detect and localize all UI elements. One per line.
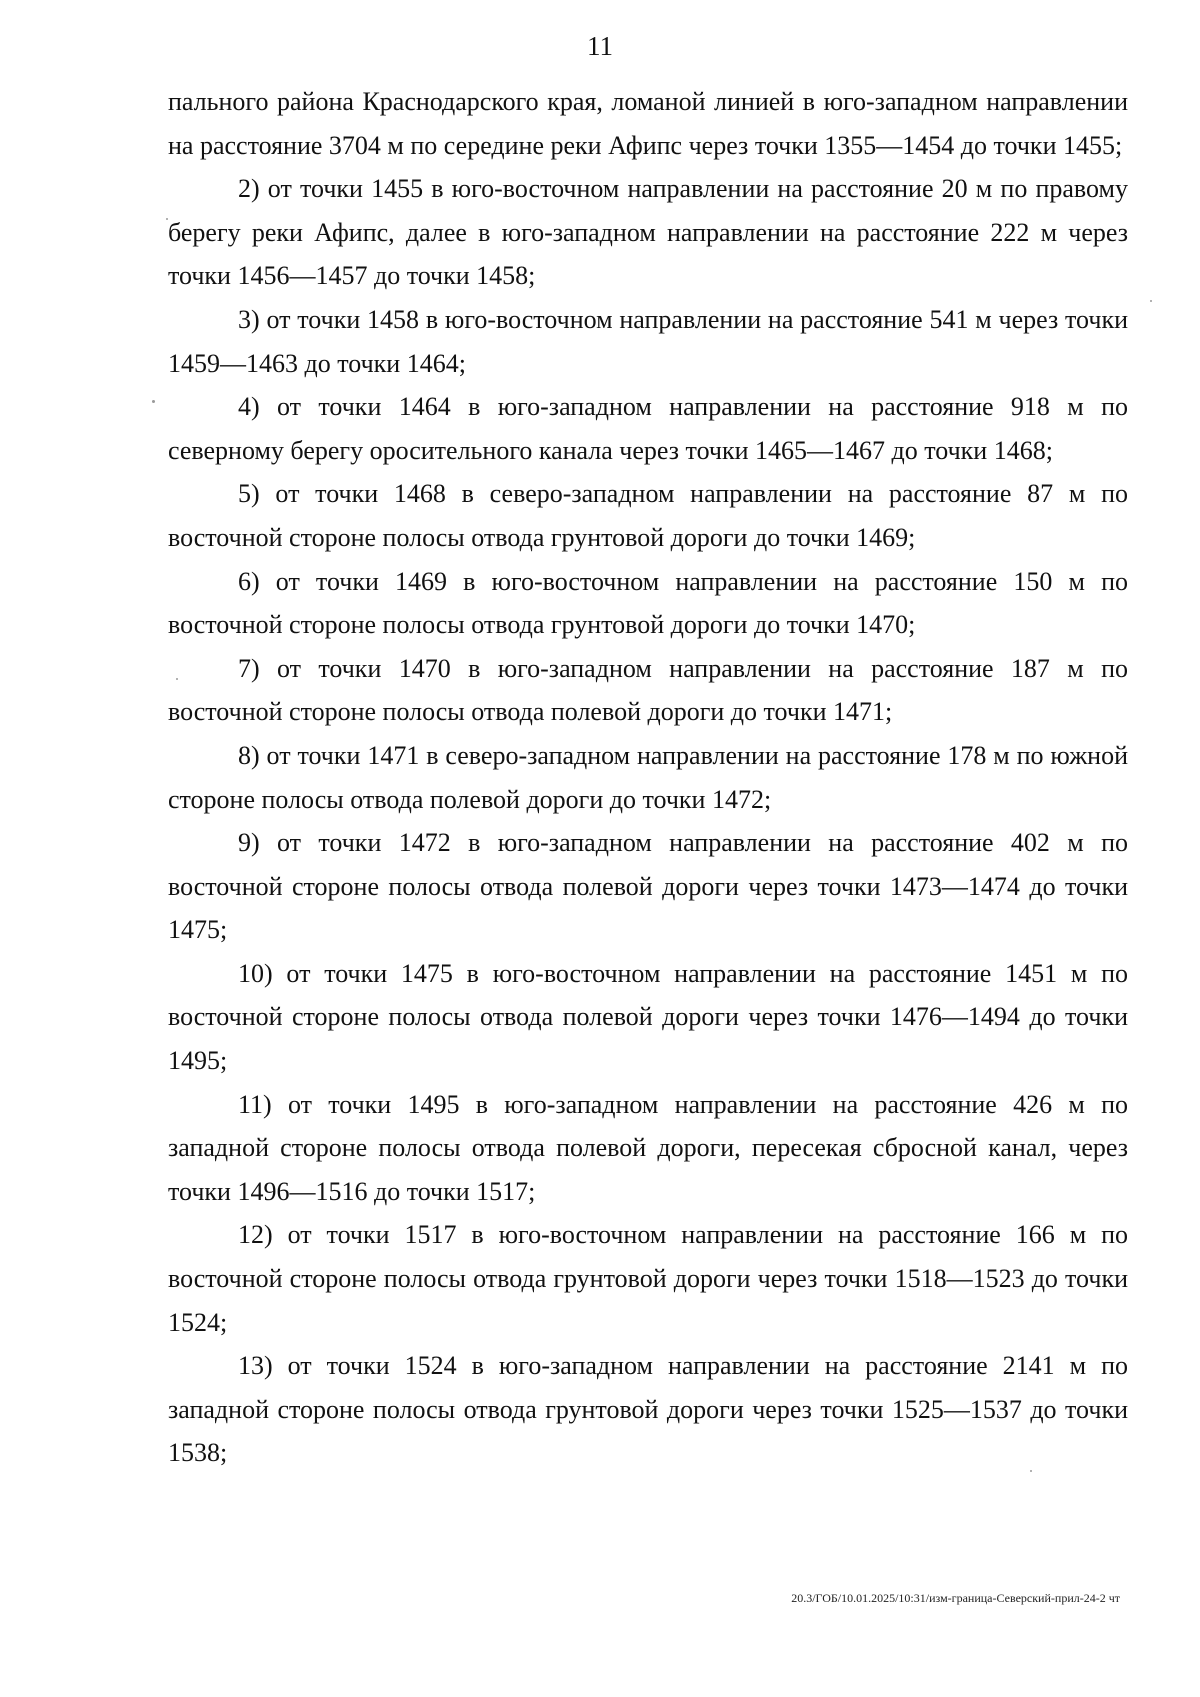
list-item: 8) от точки 1471 в северо-западном направлении на расстояние 178 м по южной стороне полосы отвода полевой дороги до точки 1472;	[168, 740, 1128, 814]
list-item: 7) от точки 1470 в юго-западном направлении на расстояние 187 м по восточной стороне полосы отвода полевой дороги до точки 1471;	[168, 653, 1128, 727]
list-item: 12) от точки 1517 в юго-восточном направлении на расстояние 166 м по восточной стороне полосы отвода грунтовой дороги через точки 1518—1523 до точки 1524;	[168, 1220, 1128, 1337]
list-item: 2) от точки 1455 в юго-восточном направлении на расстояние 20 м по правому берегу реки Афипс, далее в юго-западном направлении на расстояние 222 м через точки 1456—1457 до точки 1458;	[168, 174, 1128, 291]
scan-speck	[1150, 300, 1152, 302]
scan-speck	[166, 218, 168, 220]
list-item: 11) от точки 1495 в юго-западном направлении на расстояние 426 м по западной стороне полосы отвода полевой дороги, пересекая сбросной канал, через точки 1496—1516 до точки 1517;	[168, 1089, 1128, 1206]
page-number: 11	[587, 31, 613, 61]
scan-speck	[1030, 1470, 1032, 1472]
list-item: 3) от точки 1458 в юго-восточном направлении на расстояние 541 м через точки 1459—1463 до точки 1464;	[168, 304, 1128, 378]
list-item: 4) от точки 1464 в юго-западном направлении на расстояние 918 м по северному берегу оросительного канала через точки 1465—1467 до точки 1468;	[168, 392, 1128, 465]
paragraph-continuation: пального района Краснодарского края, ломаной линией в юго-западном направлении на расстояние 3704 м по середине реки Афипс через точки 1355—1454 до точки 1455;	[168, 87, 1128, 160]
footer-code: 20.3/ГОБ/10.01.2025/10:31/изм-граница-Северский-прил-24-2 чт	[791, 1591, 1120, 1605]
scan-speck	[176, 678, 178, 680]
list-item: 5) от точки 1468 в северо-западном направлении на расстояние 87 м по восточной стороне полосы отвода грунтовой дороги до точки 1469;	[168, 479, 1128, 552]
list-item: 6) от точки 1469 в юго-восточном направлении на расстояние 150 м по восточной стороне полосы отвода грунтовой дороги до точки 1470;	[168, 566, 1128, 640]
scan-speck	[152, 400, 155, 403]
list-item: 13) от точки 1524 в юго-западном направлении на расстояние 2141 м по западной стороне полосы отвода грунтовой дороги через точки 1525—1537 до точки 1538;	[168, 1351, 1128, 1468]
list-item: 10) от точки 1475 в юго-восточном направлении на расстояние 1451 м по восточной стороне полосы отвода полевой дороги через точки 1476—1494 до точки 1495;	[168, 958, 1128, 1076]
document-body	[168, 80, 1128, 1475]
list-item: 9) от точки 1472 в юго-западном направлении на расстояние 402 м по восточной стороне полосы отвода полевой дороги через точки 1473—1474 до точки 1475;	[168, 828, 1128, 945]
